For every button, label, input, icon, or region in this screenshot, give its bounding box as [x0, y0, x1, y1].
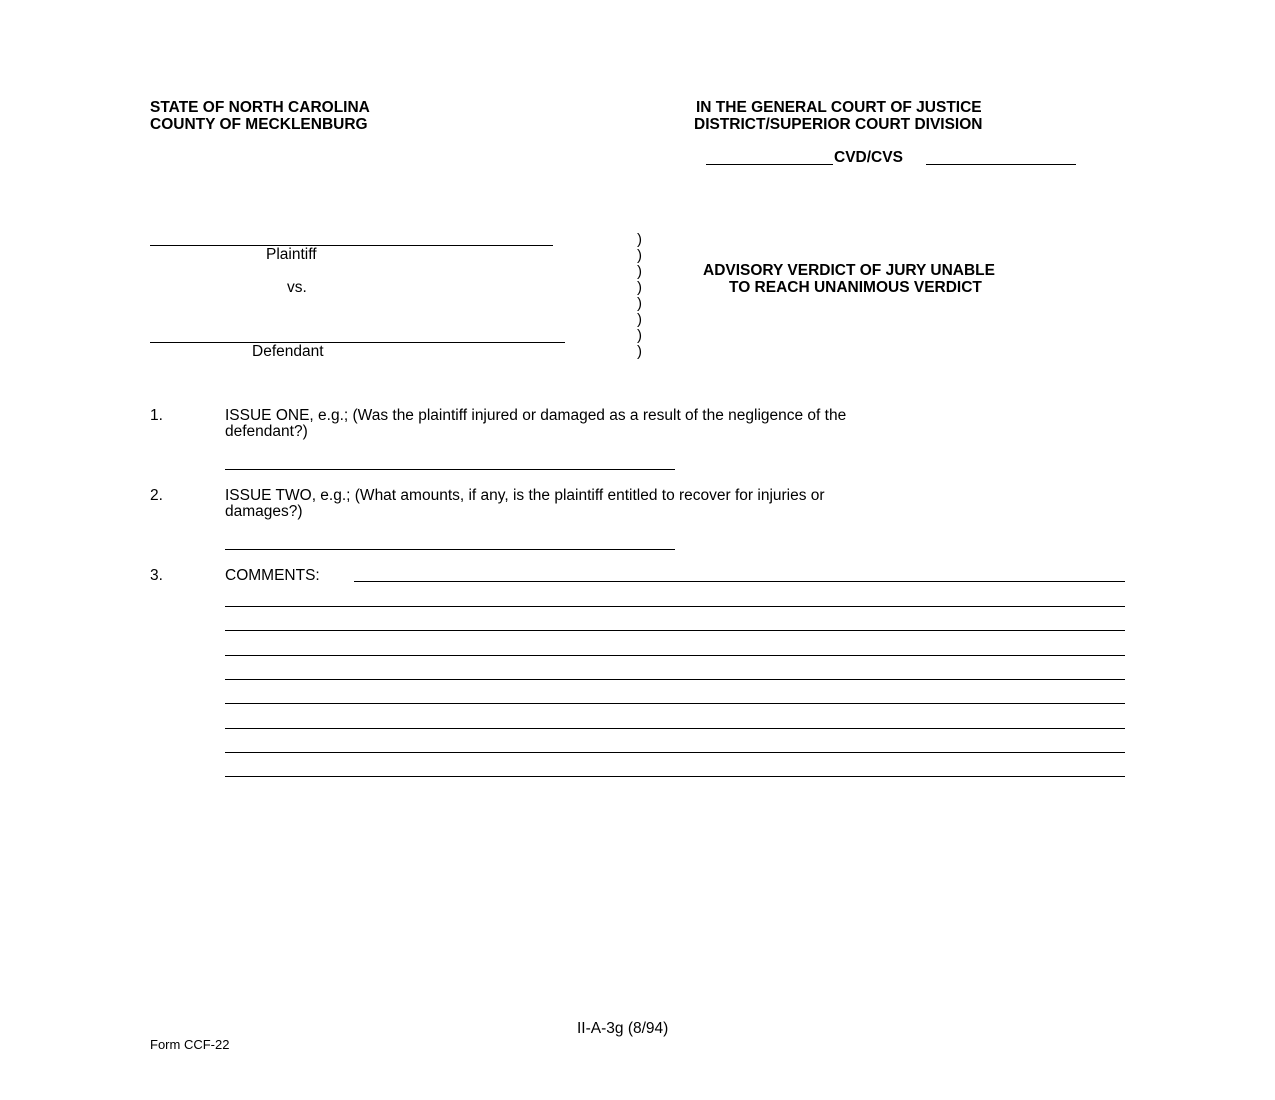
page-code: II-A-3g (8/94) — [577, 1020, 669, 1037]
issue-text: ISSUE TWO, e.g.; (What amounts, if any, is the plaintiff entitled to recover for injuries or — [225, 487, 825, 504]
issue-number: 2. — [150, 487, 163, 504]
form-title-line1: ADVISORY VERDICT OF JURY UNABLE — [703, 262, 995, 279]
file-number-blank-right[interactable] — [926, 164, 1076, 165]
comments-number: 3. — [150, 567, 163, 584]
caption-paren: ) — [637, 247, 642, 264]
caption-paren: ) — [637, 343, 642, 360]
issue-text-cont: defendant?) — [225, 423, 308, 440]
court-name: IN THE GENERAL COURT OF JUSTICE — [696, 99, 982, 116]
caption-paren: ) — [637, 263, 642, 280]
comments-line[interactable] — [225, 752, 1125, 753]
issue-text: ISSUE ONE, e.g.; (Was the plaintiff injured or damaged as a result of the negligence of the — [225, 407, 847, 424]
caption-paren: ) — [637, 279, 642, 296]
file-number-blank-left[interactable] — [706, 164, 833, 165]
vs-label: vs. — [287, 279, 307, 296]
comments-line[interactable] — [225, 703, 1125, 704]
comments-line[interactable] — [225, 728, 1125, 729]
issue-two-answer-line[interactable] — [225, 549, 675, 550]
caption-paren: ) — [637, 295, 642, 312]
plaintiff-name-line[interactable] — [150, 245, 553, 246]
issue-text-cont: damages?) — [225, 503, 303, 520]
plaintiff-label: Plaintiff — [266, 246, 317, 263]
caption-paren: ) — [637, 311, 642, 328]
comments-line[interactable] — [225, 606, 1125, 607]
county-name: COUNTY OF MECKLENBURG — [150, 116, 368, 133]
file-number-label: CVD/CVS — [834, 149, 903, 166]
defendant-name-line[interactable] — [150, 342, 565, 343]
caption-paren: ) — [637, 327, 642, 344]
state-name: STATE OF NORTH CAROLINA — [150, 99, 370, 116]
caption-paren: ) — [637, 231, 642, 248]
comments-line[interactable] — [354, 581, 1125, 582]
comments-line[interactable] — [225, 630, 1125, 631]
comments-line[interactable] — [225, 776, 1125, 777]
comments-line[interactable] — [225, 679, 1125, 680]
form-title-line2: TO REACH UNANIMOUS VERDICT — [729, 279, 982, 296]
issue-number: 1. — [150, 407, 163, 424]
form-number: Form CCF-22 — [150, 1037, 230, 1052]
comments-label: COMMENTS: — [225, 567, 320, 584]
comments-line[interactable] — [225, 655, 1125, 656]
defendant-label: Defendant — [252, 343, 324, 360]
court-division: DISTRICT/SUPERIOR COURT DIVISION — [694, 116, 983, 133]
issue-one-answer-line[interactable] — [225, 469, 675, 470]
